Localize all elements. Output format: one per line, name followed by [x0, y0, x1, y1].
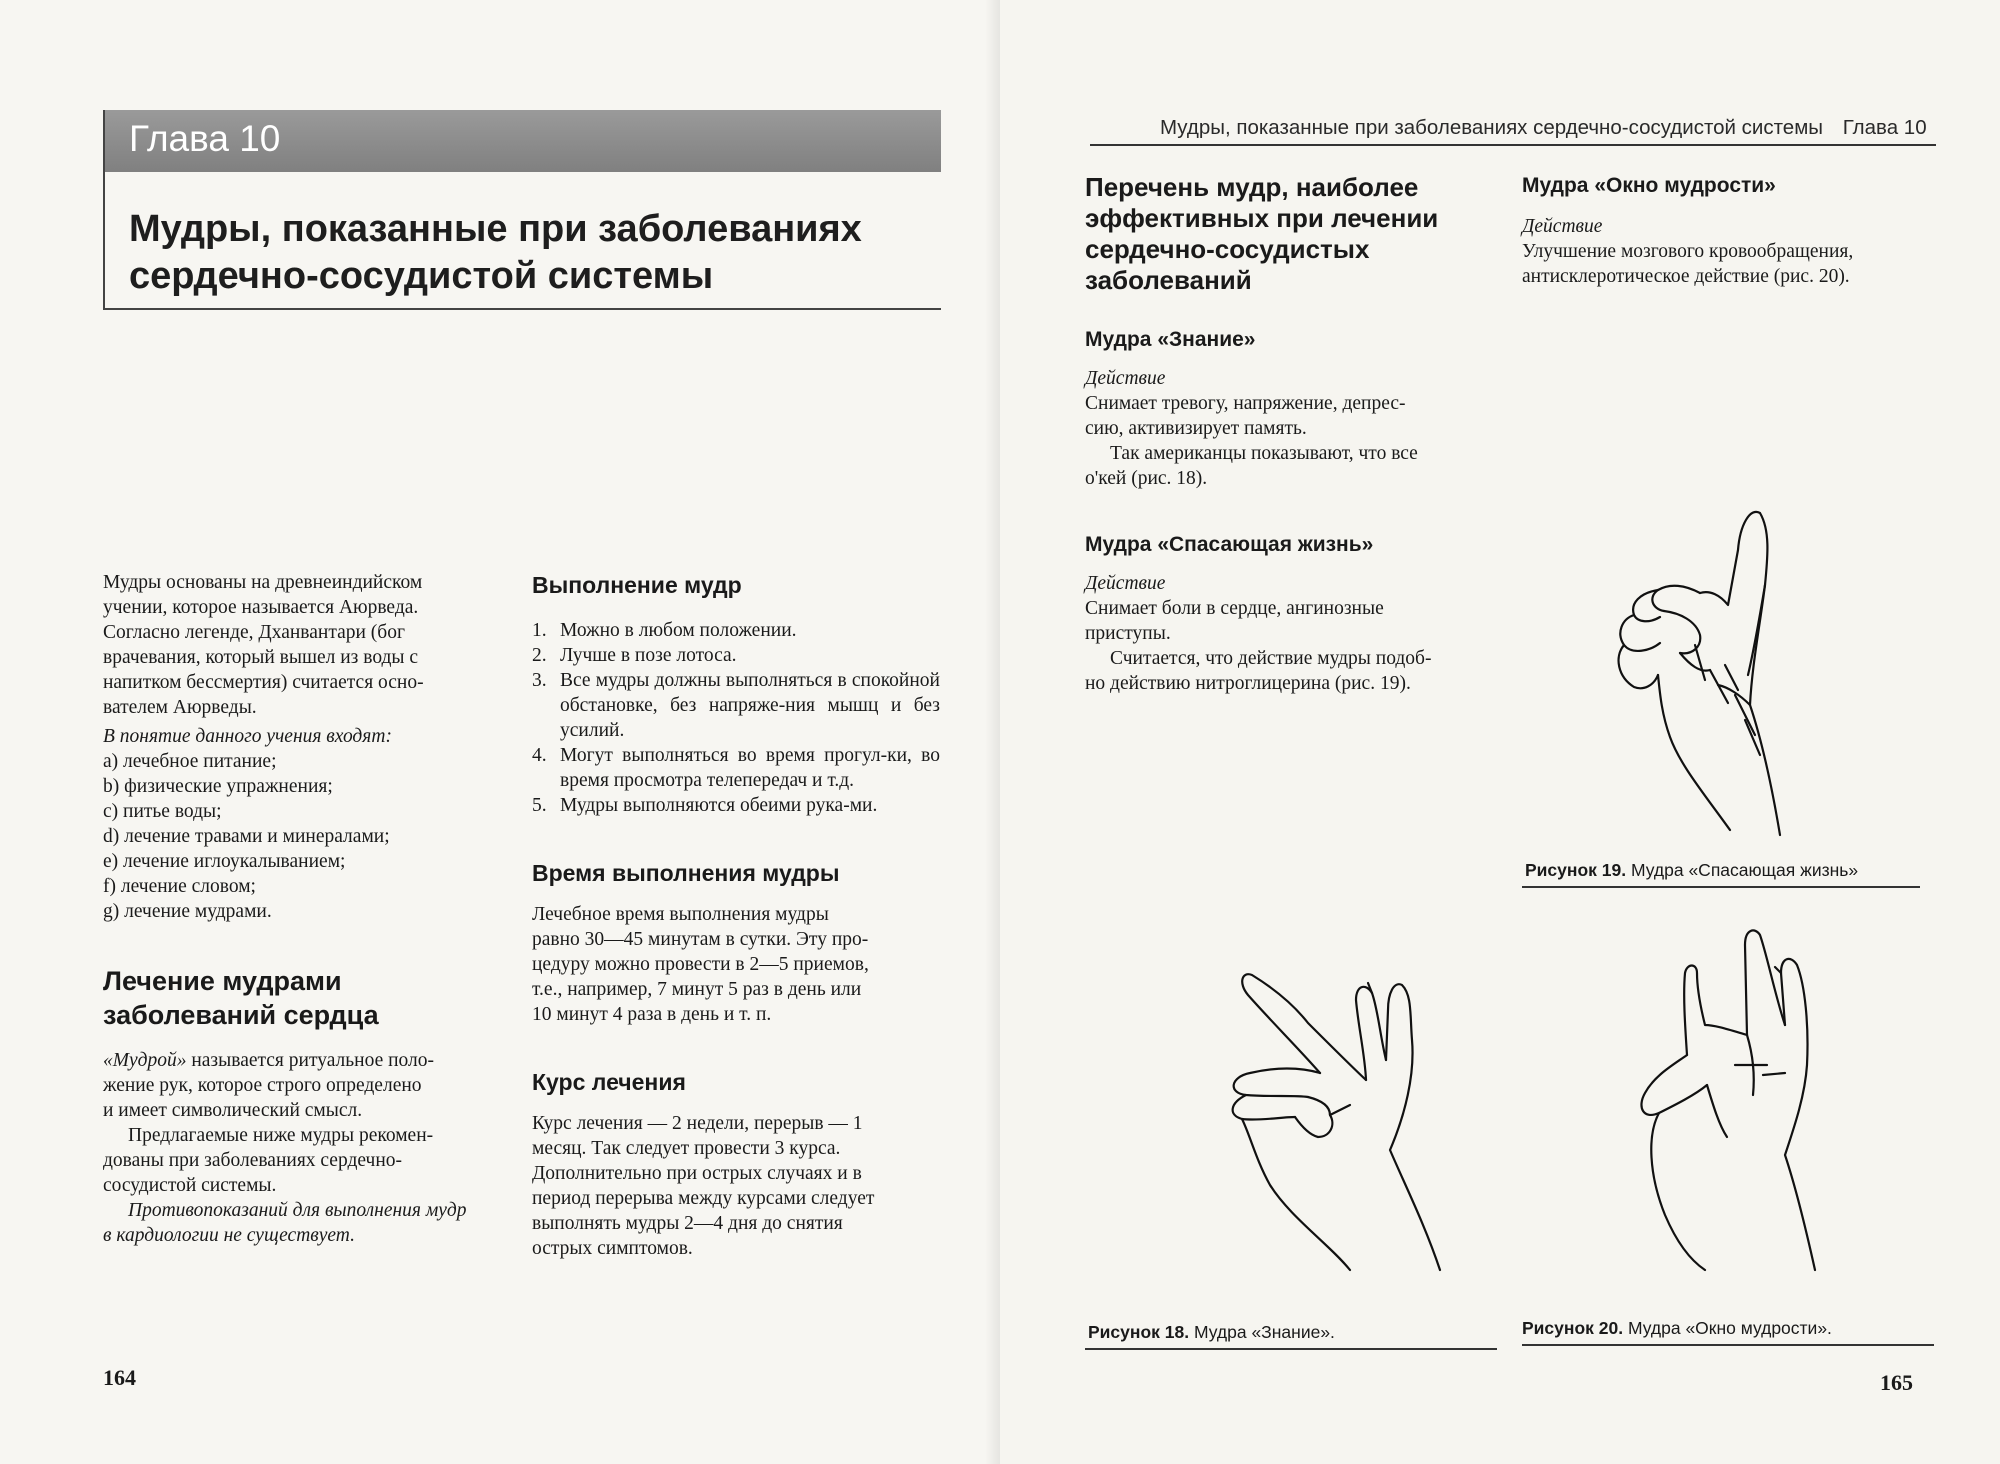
- figure-19-hand-illustration: [1600, 505, 1840, 845]
- running-head-chapter: Глава 10: [1842, 116, 1927, 139]
- mudra-wisdom-column: [1522, 172, 1937, 289]
- list-item: b) физические упражнения;: [103, 776, 333, 797]
- figure-19-caption: Рисунок 19. Мудра «Спасающая жизнь»: [1525, 860, 1859, 880]
- list-item: a) лечебное питание;: [103, 751, 277, 772]
- figure-18-caption: Рисунок 18. Мудра «Знание».: [1088, 1322, 1335, 1342]
- mudra-life-action: Действие: [1085, 573, 1166, 594]
- chapter-title: [129, 206, 862, 300]
- list-item: d) лечение травами и минералами;: [103, 826, 390, 847]
- time-paragraph: Лечебное время выполнения мудры равно 30—45 минутам в сутки. Эту про- цедуру можно провести в 2—5 приемов, т.е., например, 7 минут 5 раз в день или 10 минут 4 раза в день и т. п.: [532, 904, 869, 1025]
- time-heading: Время выполнения мудры: [532, 860, 840, 886]
- mudra-knowledge-action: Действие: [1085, 368, 1166, 389]
- page-number-right: 165: [1880, 1370, 1913, 1395]
- exec-column: [532, 570, 940, 1261]
- mudra-life-text: Снимает боли в сердце, ангинозные приступы. Считается, что действие мудры подоб- но действию нитроглицерина (рис. 19).: [1085, 598, 1432, 694]
- figure-18-rule: [1085, 1348, 1497, 1350]
- chapter-header: [103, 110, 941, 310]
- chapter-title-line2: сердечно-сосудистой системы: [129, 255, 714, 297]
- mudra-knowledge-text: Снимает тревогу, напряжение, депрес- сию, активизирует память. Так американцы показывают, что все о'кей (рис. 18).: [1085, 393, 1418, 489]
- list-item: 5. Мудры выполняются обеими рука-ми.: [532, 795, 878, 816]
- page-number-left: 164: [103, 1365, 136, 1390]
- heart-paragraph-1: «Мудрой» называется ритуальное поло- жение рук, которое строго определено и имеет символический смысл.: [103, 1050, 435, 1121]
- list-heading: Перечень мудр, наиболее эффективных при лечении сердечно-сосудистых заболеваний: [1085, 172, 1439, 295]
- running-head: [1160, 116, 1927, 140]
- intro-italic: В понятие данного учения входят:: [103, 726, 392, 747]
- figure-18-hand-illustration: [1190, 955, 1470, 1275]
- list-item: g) лечение мудрами.: [103, 901, 272, 922]
- mudra-knowledge-title: Мудра «Знание»: [1085, 328, 1256, 351]
- list-item: c) питье воды;: [103, 801, 222, 822]
- list-item: f) лечение словом;: [103, 876, 256, 897]
- chapter-label: Глава 10: [129, 118, 281, 159]
- exec-heading: Выполнение мудр: [532, 572, 742, 598]
- heart-heading: Лечение мудрами заболеваний сердца: [103, 966, 379, 1030]
- intro-list: [103, 749, 503, 924]
- list-item: 2. Лучше в позе лотоса.: [532, 645, 737, 666]
- figure-20-rule: [1522, 1344, 1934, 1346]
- exec-list: [532, 618, 940, 818]
- heart-paragraph-3: Противопоказаний для выполнения мудр в кардиологии не существует.: [103, 1200, 467, 1246]
- running-head-title: Мудры, показанные при заболеваниях сердечно-сосудистой системы: [1160, 116, 1824, 139]
- mudra-wisdom-title: Мудра «Окно мудрости»: [1522, 174, 1776, 197]
- chapter-title-line1: Мудры, показанные при заболеваниях: [129, 208, 862, 250]
- running-head-rule: [1090, 144, 1936, 146]
- list-item: e) лечение иглоукалыванием;: [103, 851, 346, 872]
- list-item: 3. Все мудры должны выполняться в спокойной обстановке, без напряже-ния мышц и без усилий.: [532, 670, 940, 741]
- intro-paragraph: Мудры основаны на древнеиндийском учении, которое называется Аюрведа. Согласно легенде, Дханвантари (бог врачевания, который вышел из воды с напитком бессмертия) считается осно- вателем Аюрведы.: [103, 572, 424, 718]
- mudra-life-title: Мудра «Спасающая жизнь»: [1085, 533, 1374, 556]
- course-paragraph: Курс лечения — 2 недели, перерыв — 1 месяц. Так следует провести 3 курса. Дополнительно при острых случаях и в период перерыва между курсами следует выполнять мудры 2—4 дня до снятия острых симптомов.: [532, 1113, 875, 1259]
- heart-paragraph-2: Предлагаемые ниже мудры рекомен- дованы при заболеваниях сердечно- сосудистой системы.: [103, 1125, 434, 1196]
- list-item: 4. Могут выполняться во время прогул-ки, во время просмотра телепередач и т.д.: [532, 745, 940, 791]
- figure-20-hand-illustration: [1595, 925, 1855, 1275]
- list-item: 1. Можно в любом положении.: [532, 620, 797, 641]
- intro-column: [103, 570, 503, 1248]
- course-heading: Курс лечения: [532, 1069, 686, 1095]
- mudra-list-column: [1085, 172, 1495, 696]
- figure-19-rule: [1522, 886, 1920, 888]
- mudra-wisdom-action: Действие: [1522, 216, 1603, 237]
- mudra-wisdom-text: Улучшение мозгового кровообращения, антисклеротическое действие (рис. 20).: [1522, 241, 1854, 287]
- figure-20-caption: Рисунок 20. Мудра «Окно мудрости».: [1522, 1318, 1832, 1338]
